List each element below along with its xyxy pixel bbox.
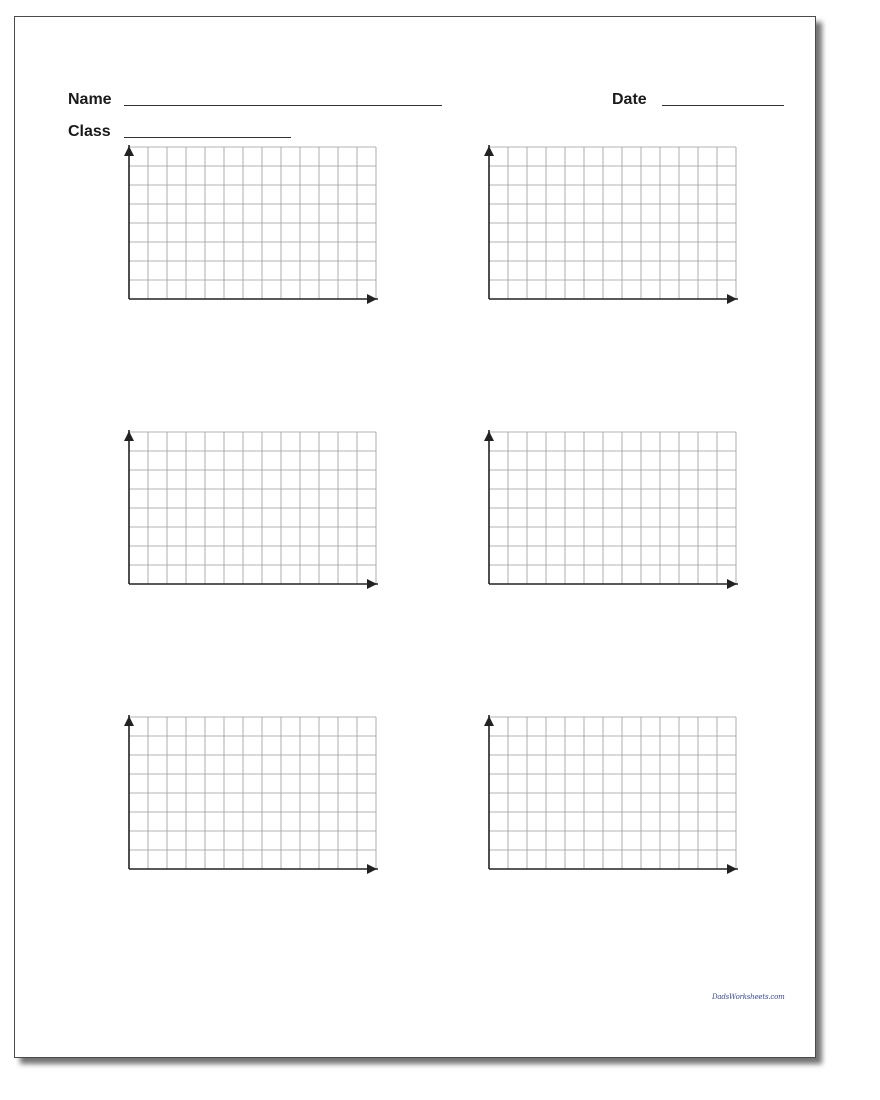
y-axis-arrow-icon (484, 146, 494, 156)
graph-grid-4 (484, 430, 738, 589)
graph-grid-1 (124, 145, 378, 304)
name-label: Name (68, 91, 112, 108)
class-label: Class (68, 123, 111, 140)
x-axis-arrow-icon (727, 864, 737, 874)
y-axis-arrow-icon (484, 431, 494, 441)
y-axis-arrow-icon (124, 146, 134, 156)
x-axis-arrow-icon (367, 864, 377, 874)
x-axis-arrow-icon (367, 579, 377, 589)
x-axis-arrow-icon (727, 579, 737, 589)
x-axis-arrow-icon (727, 294, 737, 304)
date-label: Date (612, 91, 647, 108)
graph-grid-3 (124, 430, 378, 589)
site-logo: DadsWorksheets.com (712, 993, 785, 1001)
y-axis-arrow-icon (124, 431, 134, 441)
y-axis-arrow-icon (124, 716, 134, 726)
y-axis-arrow-icon (484, 716, 494, 726)
graph-grid-2 (484, 145, 738, 304)
graph-grid-5 (124, 715, 378, 874)
x-axis-arrow-icon (367, 294, 377, 304)
graph-grid-6 (484, 715, 738, 874)
